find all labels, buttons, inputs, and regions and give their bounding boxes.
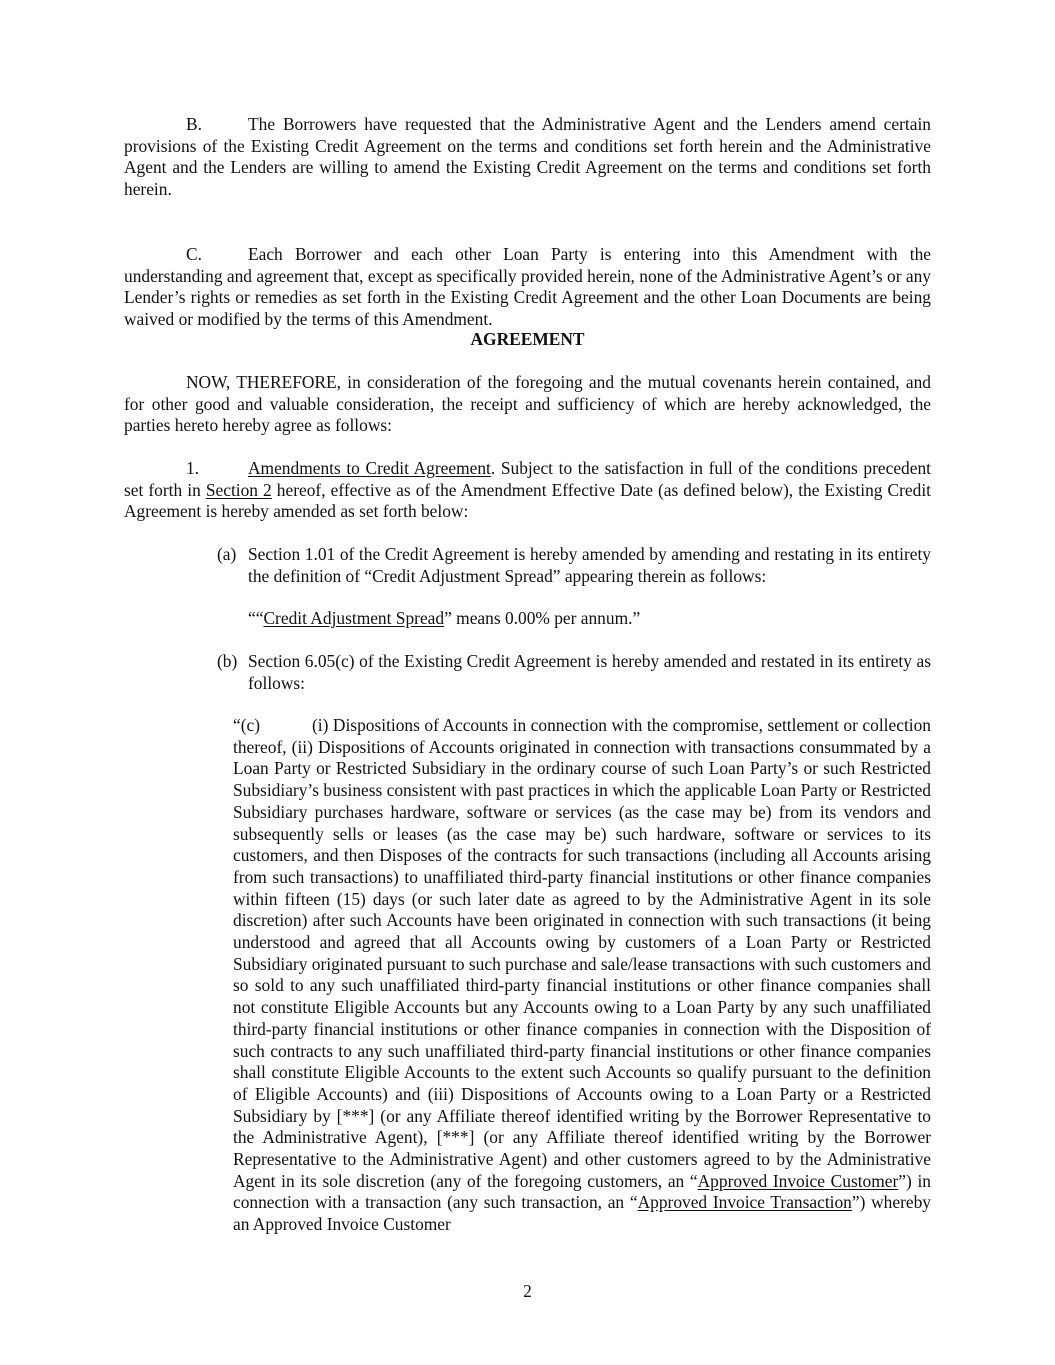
- credit-adjustment-spread-definition: [248, 608, 931, 630]
- definition-rest: ” means 0.00% per annum.”: [444, 608, 641, 628]
- now-therefore-paragraph: [124, 372, 931, 437]
- definition-open-quote: ““: [248, 608, 264, 628]
- recital-c-text: Each Borrower and each other Loan Party is entering into this Amendment with the understanding and agreement that, except as specifically provided herein, none of the Administrative Agent’s or any Lender’s rights or remedies as set forth in the Existing Credit Agreement and the other Loan Documents are being waived or modified by the terms of this Amendment.: [124, 244, 931, 330]
- quoted-c-text-2: ”) in connection with a transaction (any such transaction, an “: [233, 1170, 931, 1213]
- item-b: [217, 651, 931, 694]
- recital-c: [124, 244, 931, 331]
- quoted-c-text-3: ”) whereby an Approved Invoice Customer: [233, 1192, 931, 1235]
- item-a: [217, 544, 931, 587]
- page-number: 2: [523, 1281, 532, 1301]
- section-1-number: 1.: [186, 458, 200, 478]
- quoted-c-label: “(c): [233, 715, 261, 735]
- section-2-reference: Section 2: [205, 479, 272, 500]
- section-1-text-a: . Subject to the satisfaction in full of the conditions precedent set forth in: [124, 458, 931, 500]
- section-1-title: Amendments to Credit Agreement: [248, 458, 491, 478]
- now-therefore-text: NOW, THEREFORE, in consideration of the foregoing and the mutual covenants herein contained, and for other good and valuable consideration, the receipt and sufficiency of which are hereby acknowledged, the parties hereto hereby agree as follows:: [124, 372, 931, 436]
- item-a-marker: (a): [217, 544, 237, 564]
- agreement-heading: AGREEMENT: [470, 329, 585, 349]
- recital-b-text: The Borrowers have requested that the Administrative Agent and the Lenders amend certain provisions of the Existing Credit Agreement on the terms and conditions set forth herein and the Administrative Agent and the Lenders are willing to amend the Existing Credit Agreement on the terms and conditions set forth herein.: [124, 114, 931, 200]
- quoted-c-text-1: (i) Dispositions of Accounts in connection with the compromise, settlement or collection thereof, (ii) Dispositions of Accounts originated in connection with transactions consummated by a Loan Party or Restricted Subsidiary in the ordinary course of such Loan Party’s or such Restricted Subsidiary’s business consistent with past practices in which the applicable Loan Party or Restricted Subsidiary purchases hardware, software or services (as the case may be) from its vendors and subsequently sells or leases (as the case may be) such hardware, software or services to its customers, and then Disposes of the contracts for such transactions (including all Accounts arising from such transactions) to unaffiliated third-party financial institutions or other finance companies within fifteen (15) days (or such later date as agreed to by the Administrative Agent in its sole discretion) after such Accounts have been originated in connection with such transactions (it being understood and agreed that all Accounts owing by customers of a Loan Party or Restricted Subsidiary originated pursuant to such purchase and sale/lease transactions with such customers and so sold to any such unaffiliated third-party financial institutions or other finance companies shall not constitute Eligible Accounts but any Accounts owing to a Loan Party by any such unaffiliated third-party financial institutions or other finance companies in connection with the Disposition of such contracts to any such unaffiliated third-party financial institutions or other finance companies shall constitute Eligible Accounts to the extent such Accounts so qualify pursuant to the definition of Eligible Accounts) and (iii) Dispositions of Accounts owing to a Loan Party or a Restricted Subsidiary by [***] (or any Affiliate thereof identified writing by the Borrower Representative to the Administrative Agent), [***] (or any Affiliate thereof identified writing by the Borrower Representative to the Administrative Agent) and other customers agreed to by the Administrative Agent in its sole discretion (any of the foregoing customers, an “: [233, 715, 931, 1191]
- recital-b: [124, 114, 931, 201]
- section-6-05-c-text: [233, 715, 931, 1236]
- definition-term: Credit Adjustment Spread: [263, 608, 445, 628]
- item-a-text: Section 1.01 of the Credit Agreement is hereby amended by amending and restating in its entirety the definition of “Credit Adjustment Spread” appearing therein as follows:: [248, 544, 931, 586]
- item-b-marker: (b): [217, 651, 238, 671]
- approved-invoice-customer-term: Approved Invoice Customer: [697, 1170, 899, 1191]
- item-b-text: Section 6.05(c) of the Existing Credit Agreement is hereby amended and restated in its entirety as follows:: [248, 651, 931, 693]
- section-1-text-b: hereof, effective as of the Amendment Effective Date (as defined below), the Existing Credit Agreement is hereby amended as set forth below:: [124, 479, 931, 522]
- recital-b-label: B.: [186, 114, 202, 134]
- section-1: [124, 458, 931, 523]
- approved-invoice-transaction-term: Approved Invoice Transaction: [637, 1192, 852, 1213]
- recital-c-label: C.: [186, 244, 202, 264]
